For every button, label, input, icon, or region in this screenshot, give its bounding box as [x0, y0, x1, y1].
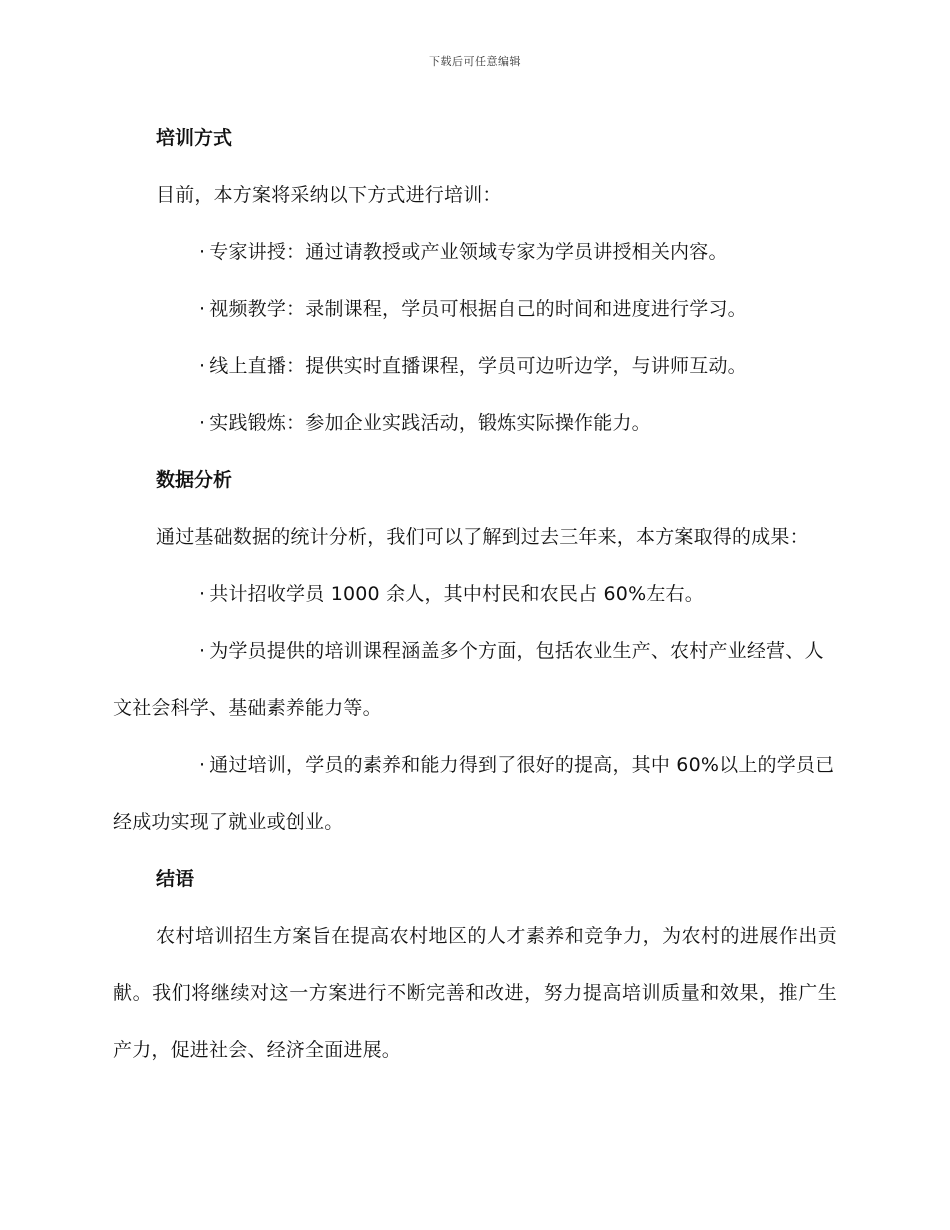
- bullet-icon: ·: [199, 754, 206, 776]
- training-intro: 目前，本方案将采纳以下方式进行培训：: [156, 184, 502, 206]
- list-item: [113, 566, 837, 623]
- bullet-icon: ·: [199, 355, 206, 377]
- document-body: [113, 110, 837, 1079]
- list-item-text: 通过培训，学员的素养和能力得到了很好的提高，其中 60%以上的学员已经成功实现了就业或创业。: [113, 754, 835, 833]
- list-item: [113, 623, 837, 737]
- analysis-intro: 通过基础数据的统计分析，我们可以了解到过去三年来，本方案取得的成果：: [156, 526, 809, 548]
- page-header-note: 下载后可任意编辑: [429, 55, 521, 68]
- list-item: [113, 737, 837, 851]
- conclusion-body: 农村培训招生方案旨在提高农村地区的人才素养和竞争力，为农村的进展作出贡献。我们将继续对这一方案进行不断完善和改进，努力提高培训质量和效果，推广生产力，促进社会、经济全面进展。: [113, 925, 837, 1061]
- list-item-text: 专家讲授：通过请教授或产业领域专家为学员讲授相关内容。: [209, 241, 728, 263]
- list-item: [113, 281, 837, 338]
- list-item: [113, 338, 837, 395]
- bullet-icon: ·: [199, 583, 206, 605]
- section-heading-conclusion: 结语: [156, 868, 195, 890]
- bullet-icon: ·: [199, 298, 206, 320]
- section-heading-analysis: 数据分析: [156, 469, 233, 491]
- list-item-text: 线上直播：提供实时直播课程，学员可边听边学，与讲师互动。: [209, 355, 747, 377]
- section-heading-training: 培训方式: [156, 127, 233, 149]
- bullet-icon: ·: [199, 241, 206, 263]
- bullet-icon: ·: [199, 412, 206, 434]
- bullet-icon: ·: [199, 640, 206, 662]
- list-item-text: 共计招收学员 1000 余人，其中村民和农民占 60%左右。: [209, 583, 704, 605]
- list-item-text: 视频教学：录制课程，学员可根据自己的时间和进度进行学习。: [209, 298, 747, 320]
- list-item-text: 为学员提供的培训课程涵盖多个方面，包括农业生产、农村产业经营、人文社会科学、基础素养能力等。: [113, 640, 824, 719]
- list-item: [113, 395, 837, 452]
- list-item: [113, 224, 837, 281]
- list-item-text: 实践锻炼：参加企业实践活动，锻炼实际操作能力。: [209, 412, 651, 434]
